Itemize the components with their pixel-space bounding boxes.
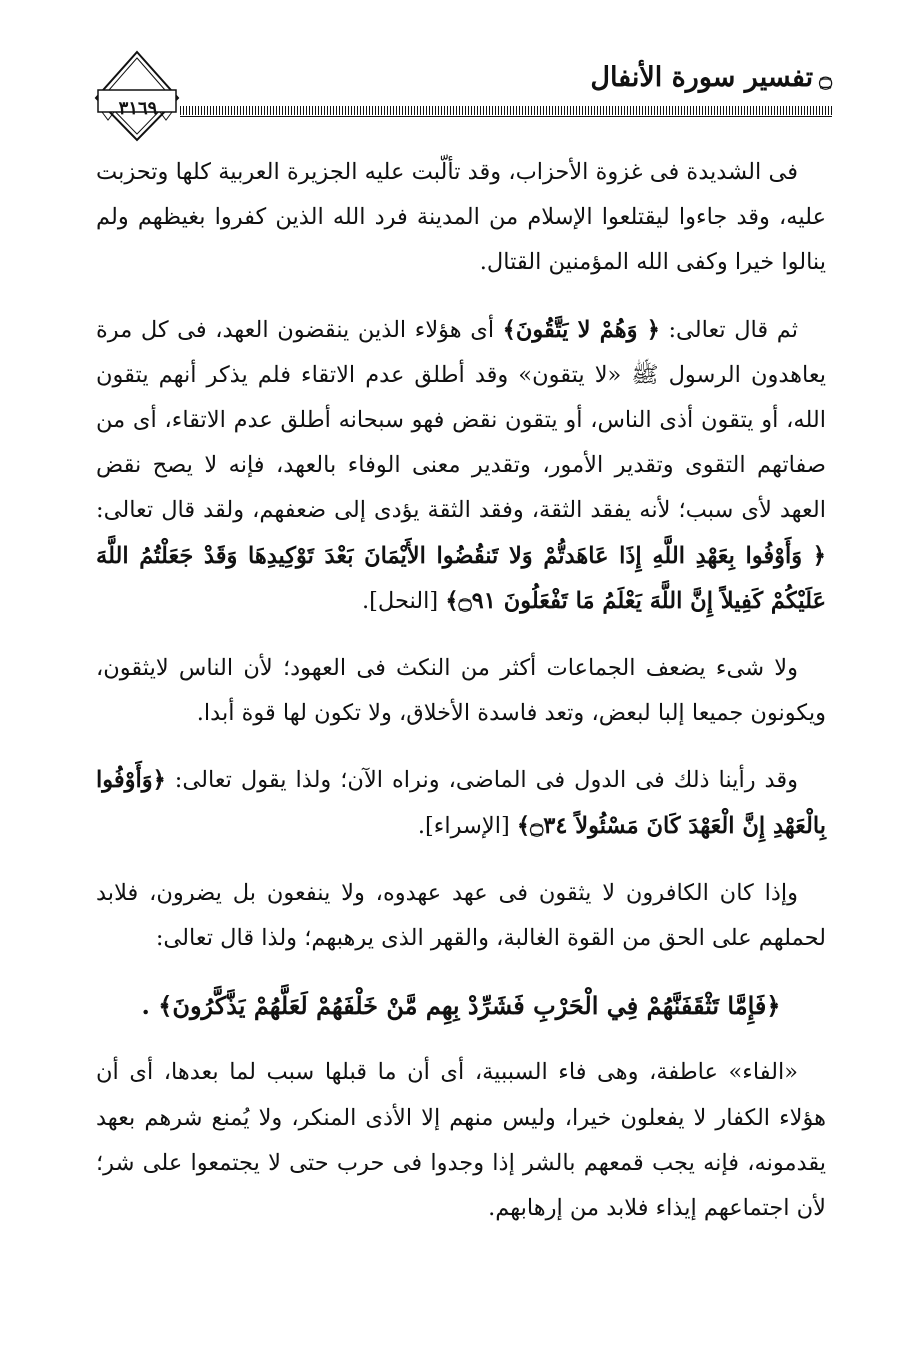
paragraph-5 <box>96 871 826 961</box>
paragraph-text: وقد رأينا ذلك فى الدول فى الماضى، ونراه الآن؛ ولذا يقول تعالى: <box>165 767 798 794</box>
paragraph-text: فى الشديدة فى غزوة الأحزاب، وقد تألّبت عليه الجزيرة العربية كلها وتحزبت عليه، وقد جاءوا ليقتلعوا الإسلام من المدينة فرد الله الذين كفروا بغيظهم ولم ينالوا خيرا وكفى الله المؤمنين القتال. <box>96 159 826 276</box>
diamond-frame-icon <box>92 48 182 144</box>
running-title <box>590 62 832 93</box>
paragraph-6 <box>96 1050 826 1231</box>
surah-reference: [النحل]. <box>361 587 446 614</box>
header-rule-thin <box>180 116 832 117</box>
page-number-badge <box>92 48 182 144</box>
paragraph-text: وإذا كان الكافرون لا يثقون فى عهد عهدوه، ولا ينفعون بل يضرون، فلابد لحملهم على الحق من القوة الغالبة، والقهر الذى يرهبهم؛ ولذا قال تعالى: <box>96 879 826 952</box>
paragraph-text: «الفاء» عاطفة، وهى فاء السببية، أى أن ما قبلها سبب لما بعدها، أى أن هؤلاء الكفار لا يفعلون خيرا، وليس منهم إلا الأذى المنكر، ولا يُمنع شرهم بعهد يقدمونه، فإنه يجب قمعهم بالشر إذا وجدوا فى حرب حتى لا يجتمعوا على شر؛ لأن اجتماعهم إيذاء فلابد من إرهابهم. <box>96 1059 826 1222</box>
quran-verse: ﴿ وَهُمْ لا يَتَّقُونَ﴾ <box>502 316 660 343</box>
quran-verse: ﴿ وَأَوْفُوا بِعَهْدِ اللَّهِ إِذَا عَاهَدتُّمْ وَلا تَنقُضُوا الأَيْمَانَ بَعْدَ تَوْكِيدِهَا وَقَدْ جَعَلْتُمُ اللَّهَ عَلَيْكُمْ كَفِيلاً إِنَّ اللَّهَ يَعْلَمُ مَا تَفْعَلُونَ ۝٩١﴾ <box>96 542 826 614</box>
paragraph-text: ثم قال تعالى: <box>659 316 798 343</box>
paragraph-1 <box>96 150 826 286</box>
paragraph-2 <box>96 308 826 624</box>
paragraph-4 <box>96 758 826 848</box>
title-ornament-icon: ۝ <box>819 66 832 92</box>
page-header <box>92 48 832 148</box>
quran-verse: ﴿وَأَوْفُوا بِالْعَهْدِ إِنَّ الْعَهْدَ كَانَ مَسْئُولاً ۝٣٤﴾ <box>96 767 826 839</box>
paragraph-3 <box>96 646 826 736</box>
page-number: ٣١٦٩ <box>118 98 158 119</box>
paragraph-text: أى هؤلاء الذين ينقضون العهد، فى كل مرة يعاهدون الرسول ﷺ «لا يتقون» وقد أطلق عدم الاتقاء فلم يذكر أنهم يتقون الله، أو يتقون أذى الناس، أو يتقون نقض فهو سبحانه أطلق عدم الاتقاء، أى من صفاتهم التقوى وتقدير الأمور، وتقدير معنى الوفاء بالعهد، فإنه لا يصح نقض العهد لأى سبب؛ لأنه يفقد الثقة، وفقد الثقة يؤدى إلى ضعفهم، ولقد قال تعالى: <box>96 316 826 524</box>
surah-reference: [الإسراء]. <box>417 812 517 839</box>
body-text <box>96 150 826 1253</box>
paragraph-text: ولا شىء يضعف الجماعات أكثر من النكث فى العهود؛ لأن الناس لايثقون، ويكونون جميعا إلبا لبعض، وتعد فاسدة الأخلاق، ولا تكون لها قوة أبدا. <box>96 655 826 727</box>
centered-quran-verse: ﴿فَإِمَّا تَثْقَفَنَّهُمْ فِي الْحَرْبِ فَشَرِّدْ بِهِم مَّنْ خَلْفَهُمْ لَعَلَّهُمْ يَذَّكَّرُونَ﴾ . <box>141 991 781 1021</box>
surah-title: تفسير سورة الأنفال <box>590 62 814 93</box>
header-rule <box>180 106 832 115</box>
